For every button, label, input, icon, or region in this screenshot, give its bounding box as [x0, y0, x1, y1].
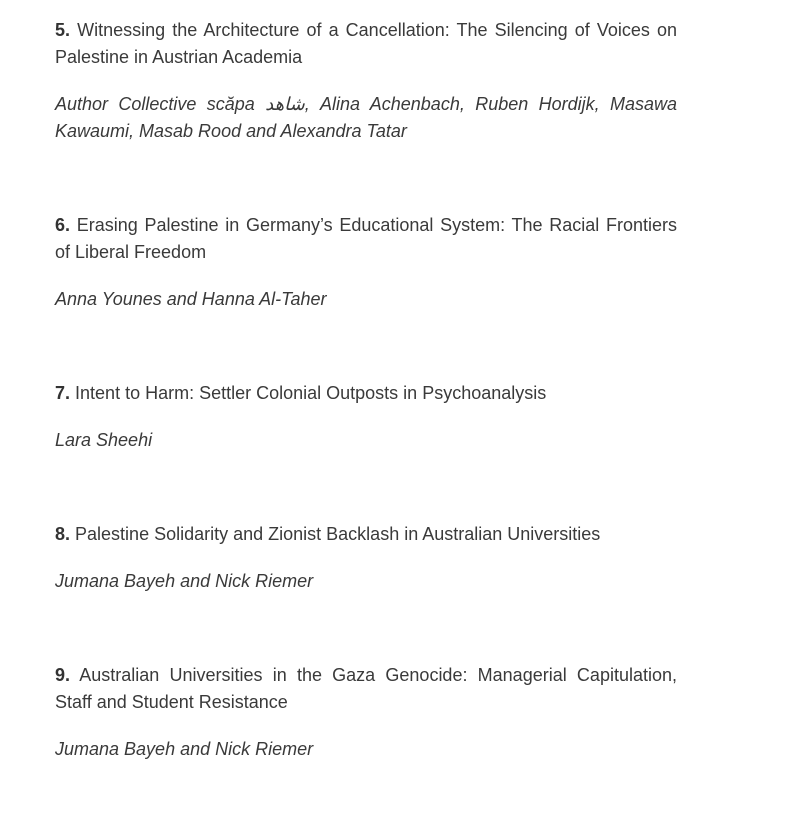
- chapter-title: [55, 380, 677, 407]
- chapter-authors: Author Collective scăpa شاهد, Alina Achenbach, Ruben Hordijk, Masawa Kawaumi, Masab Rood and Alexandra Tatar: [55, 94, 677, 141]
- chapter-number: 8.: [55, 524, 71, 544]
- toc-entry: [55, 212, 677, 313]
- chapter-authors: Jumana Bayeh and Nick Riemer: [55, 571, 314, 591]
- chapter-title-text: Erasing Palestine in Germany’s Educational System: The Racial Frontiers of Liberal Freedom: [55, 215, 677, 262]
- chapter-title-text: Palestine Solidarity and Zionist Backlash in Australian Universities: [75, 524, 601, 544]
- chapter-authors: Lara Sheehi: [55, 430, 153, 450]
- chapter-title-text: Witnessing the Architecture of a Cancellation: The Silencing of Voices on Palestine in Austrian Academia: [55, 20, 677, 67]
- toc-entry: [55, 17, 677, 145]
- chapter-title-text: Australian Universities in the Gaza Genocide: Managerial Capitulation, Staff and Student Resistance: [55, 665, 677, 712]
- chapter-title: [55, 521, 677, 548]
- chapter-number: 7.: [55, 383, 71, 403]
- chapter-title-text: Intent to Harm: Settler Colonial Outposts in Psychoanalysis: [75, 383, 547, 403]
- chapter-number: 5.: [55, 20, 71, 40]
- chapter-title: [55, 17, 677, 71]
- toc-entry: [55, 662, 677, 763]
- toc-entry: [55, 380, 677, 454]
- chapter-title: [55, 212, 677, 266]
- chapter-authors: Anna Younes and Hanna Al-Taher: [55, 289, 327, 309]
- chapter-number: 9.: [55, 665, 71, 685]
- chapter-title: [55, 662, 677, 716]
- chapter-authors: Jumana Bayeh and Nick Riemer: [55, 739, 314, 759]
- chapter-number: 6.: [55, 215, 71, 235]
- toc-entry: [55, 521, 677, 595]
